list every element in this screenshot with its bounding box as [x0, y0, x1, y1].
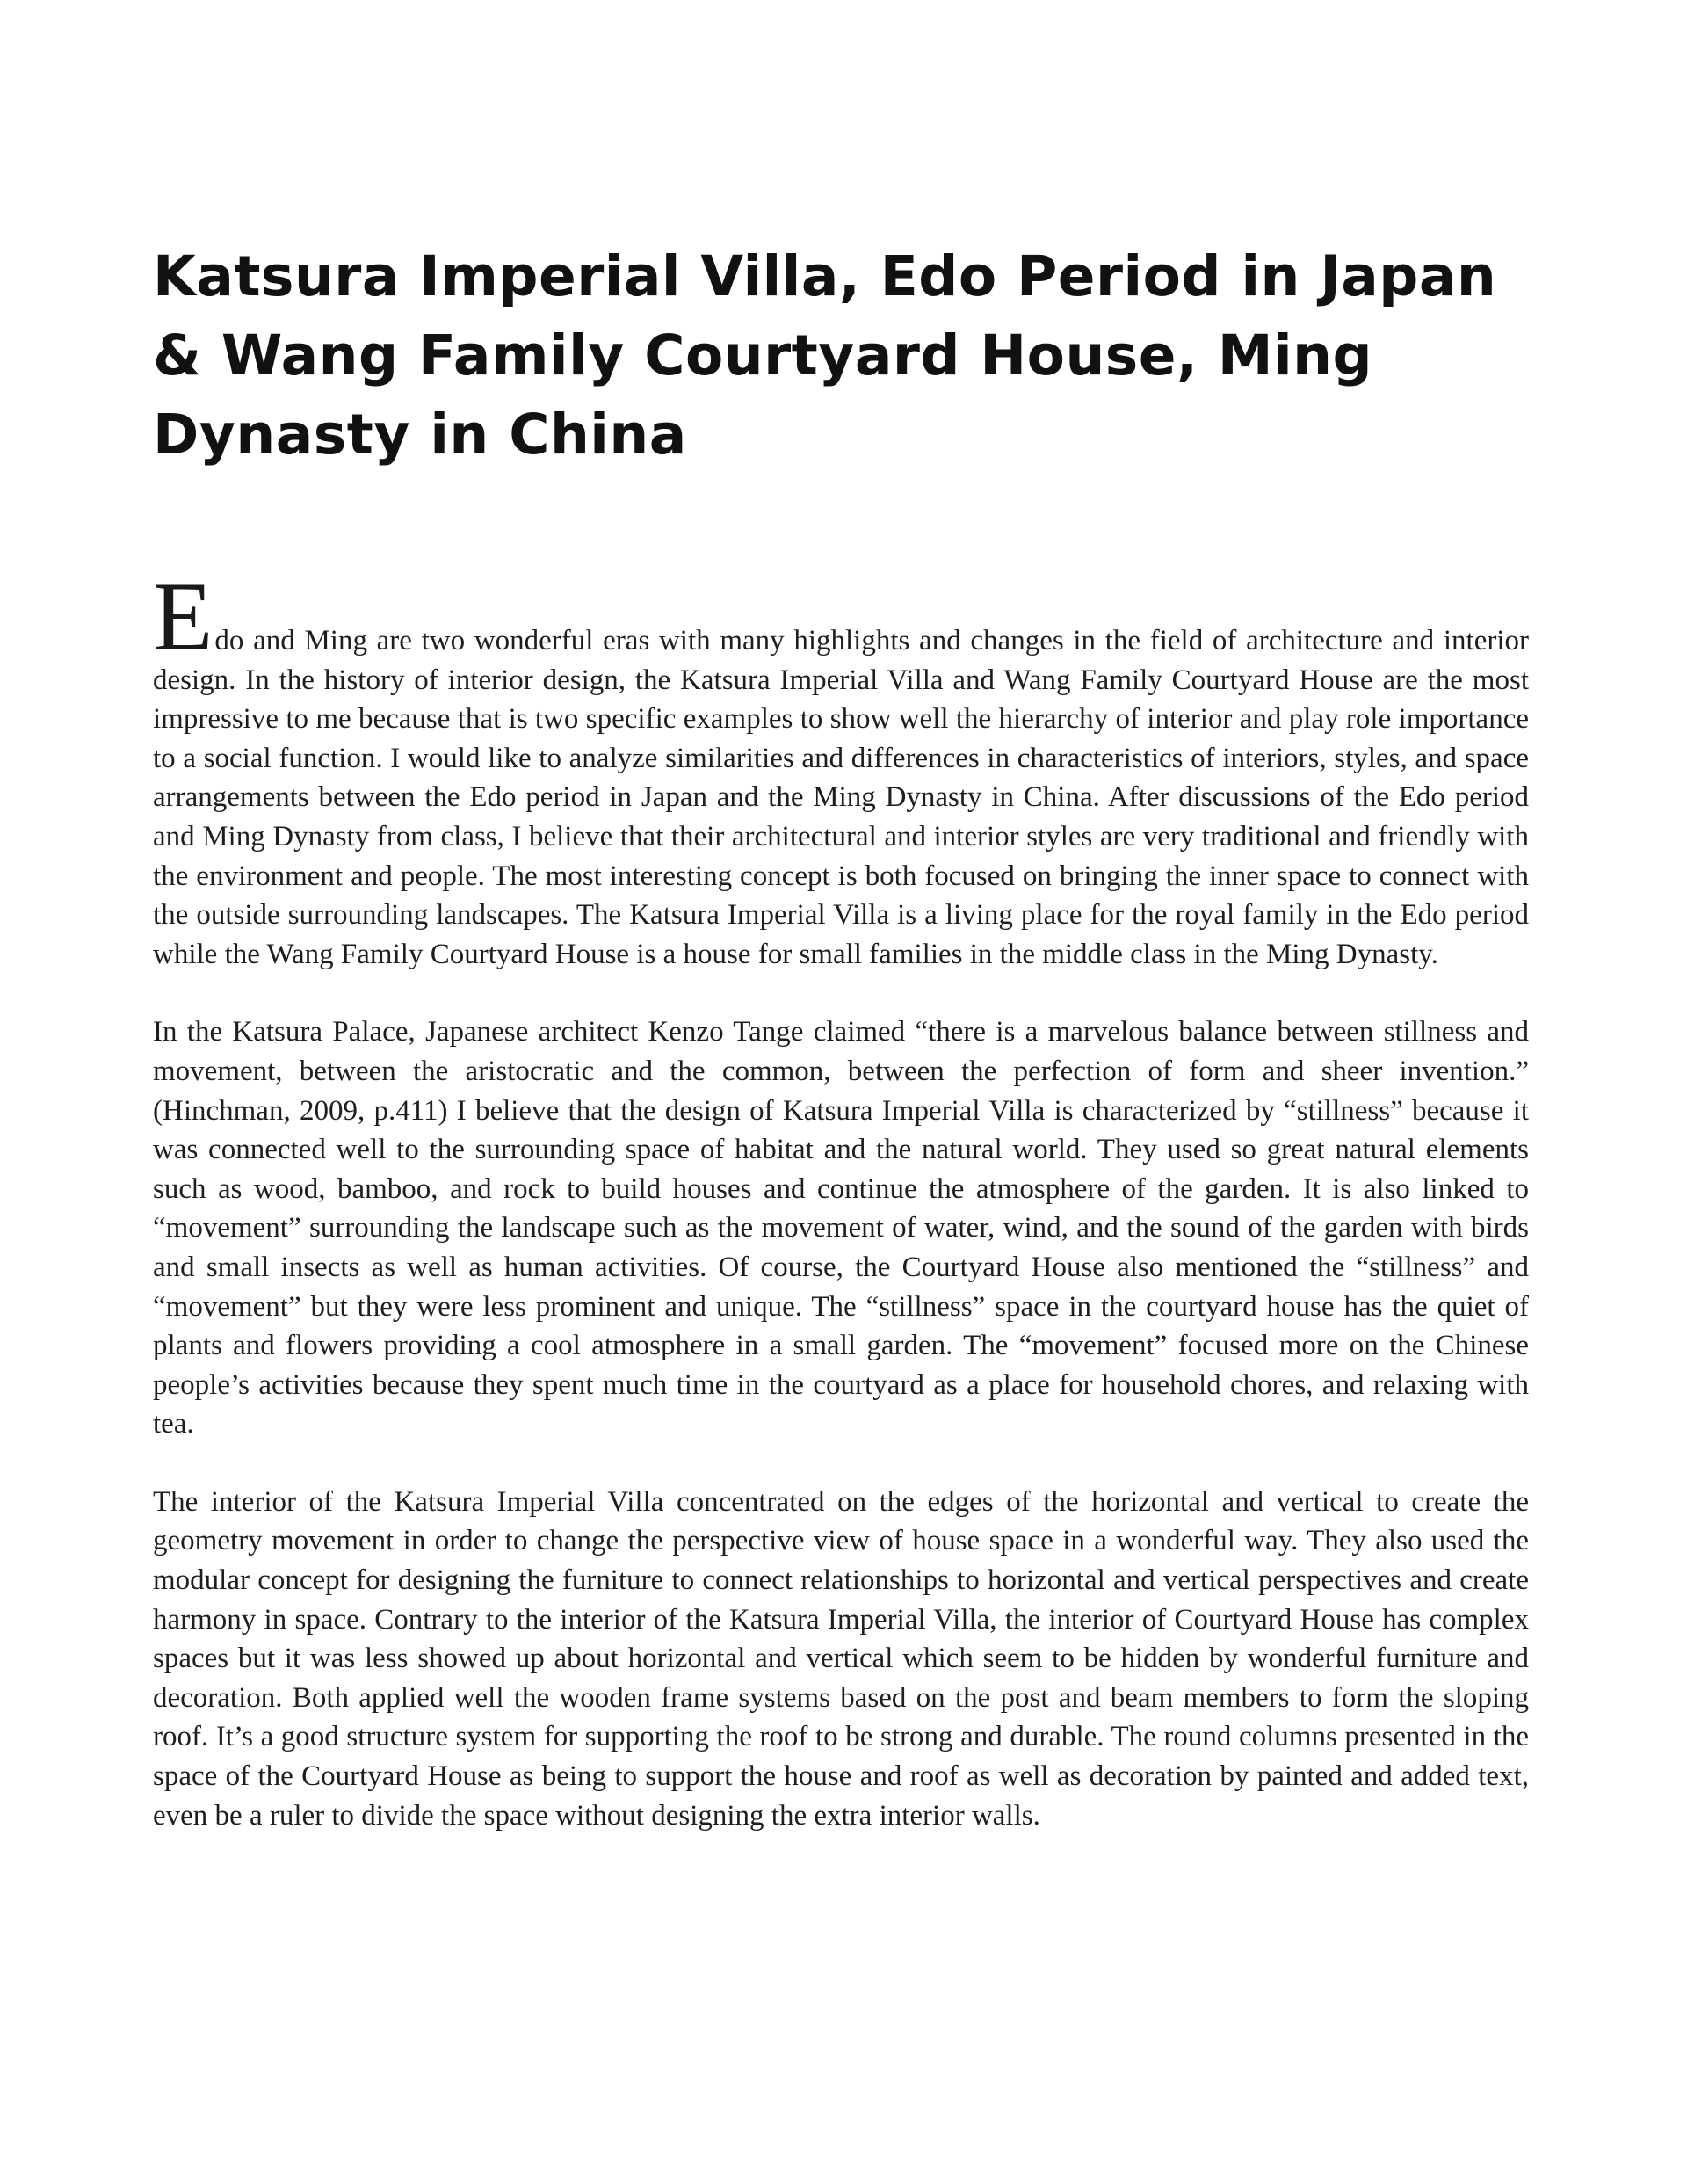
paragraph-stillness-movement: In the Katsura Palace, Japanese architect Kenzo Tange claimed “there is a marvelous balance between stillness and movement, between the aristocratic and the common, between the perfection of form and sheer invention.” (Hinchman, 2009, p.411) I believe that the design of Katsura Imperial Villa is characterized by “stillness” because it was connected well to the surrounding space of habitat and the natural world. They used so great natural elements such as wood, bamboo, and rock to build houses and continue the atmosphere of the garden. It is also linked to “movement” surrounding the landscape such as the movement of water, wind, and the sound of the garden with birds and small insects as well as human activities. Of course, the Courtyard House also mentioned the “stillness” and “movement” but they were less prominent and unique. The “stillness” space in the courtyard house has the quiet of plants and flowers providing a cool atmosphere in a small garden. The “movement” focused more on the Chinese people’s activities because they spent much time in the courtyard as a place for household chores, and relaxing with tea.: [153, 1016, 1529, 1440]
drop-cap: E: [153, 562, 214, 671]
document-page: [153, 237, 1529, 1835]
paragraph-interior-structure: The interior of the Katsura Imperial Villa concentrated on the edges of the horizontal and vertical to create the geometry movement in order to change the perspective view of house space in a wonderful way. They also used the modular concept for designing the furniture to connect relationships to horizontal and vertical perspectives and create harmony in space. Contrary to the interior of the Katsura Imperial Villa, the interior of Courtyard House has complex spaces but it was less showed up about horizontal and vertical which seem to be hidden by wonderful furniture and decoration. Both applied well the wooden frame systems based on the post and beam members to form the sloping roof. It’s a good structure system for supporting the roof to be strong and durable. The round columns presented in the space of the Courtyard House as being to support the house and roof as well as decoration by painted and added text, even be a ruler to divide the space without designing the extra interior walls.: [153, 1485, 1529, 1832]
paragraph-intro-text: do and Ming are two wonderful eras with many highlights and changes in the field of architecture and interior design. In the history of interior design, the Katsura Imperial Villa and Wang Family Courtyard House are the most impressive to me because that is two specific examples to show well the hierarchy of interior and play role importance to a social function. I would like to analyze similarities and differences in characteristics of interiors, styles, and space arrangements between the Edo period in Japan and the Ming Dynasty in China. After discussions of the Edo period and Ming Dynasty from class, I believe that their architectural and interior styles are very traditional and friendly with the environment and people. The most interesting concept is both focused on bringing the inner space to connect with the outside surrounding landscapes. The Katsura Imperial Villa is a living place for the royal family in the Edo period while the Wang Family Courtyard House is a house for small families in the middle class in the Ming Dynasty.: [153, 625, 1529, 970]
paragraph-intro: [153, 562, 1529, 974]
page-title: Katsura Imperial Villa, Edo Period in Japan & Wang Family Courtyard House, Ming Dynasty in China: [153, 244, 1497, 467]
